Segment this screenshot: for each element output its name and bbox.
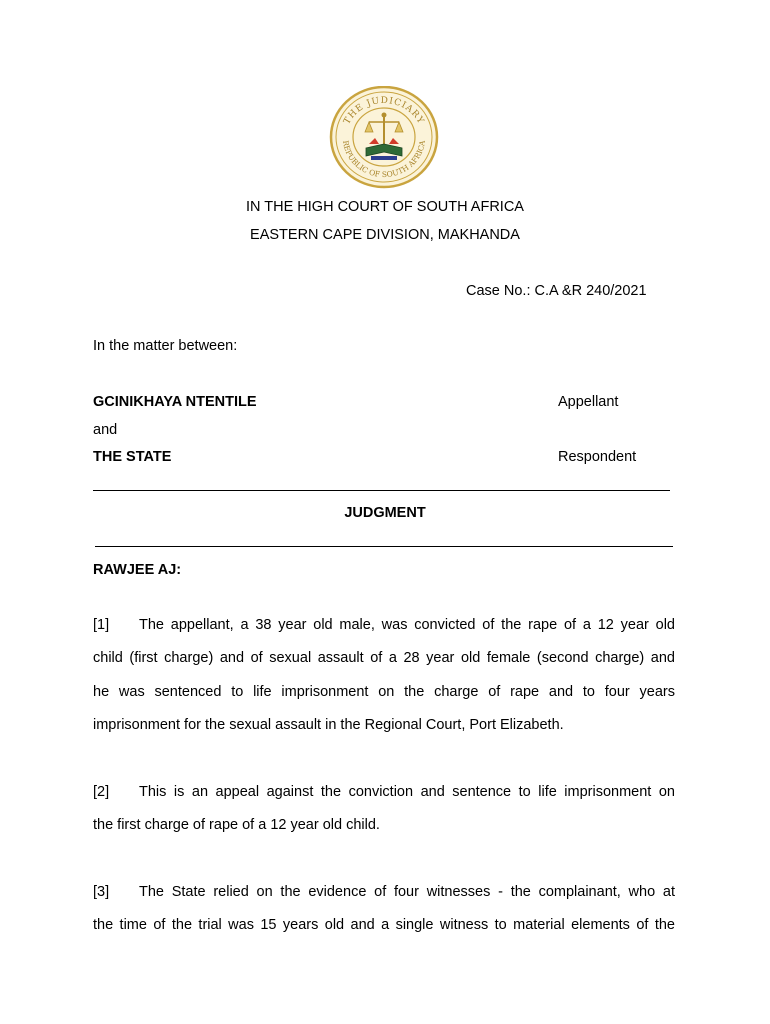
paragraph-line: the first charge of rape of a 12 year old child. (93, 817, 380, 834)
svg-text:THE JUDICIARY: THE JUDICIARY (342, 95, 426, 127)
judge-name: RAWJEE AJ: (93, 562, 182, 578)
paragraph-line: the time of the trial was 15 years old and a single witness to material elements of the (93, 917, 675, 934)
paragraph-line: The State relied on the evidence of four witnesses - the complainant, who at (139, 884, 675, 900)
respondent-role: Respondent (558, 449, 637, 465)
paragraph-2 (93, 776, 675, 843)
paragraph-3 (93, 876, 675, 943)
svg-text:REPUBLIC OF SOUTH AFRICA: REPUBLIC OF SOUTH AFRICA (341, 139, 427, 180)
paragraph-line: The appellant, a 38 year old male, was convicted of the rape of a 12 year old (139, 617, 675, 633)
paragraph-number: [3] (93, 884, 110, 900)
paragraph-number: [1] (93, 617, 110, 633)
respondent-name: THE STATE (93, 449, 172, 465)
and-text: and (93, 422, 118, 438)
paragraph-line: imprisonment for the sexual assault in the Regional Court, Port Elizabeth. (93, 716, 564, 733)
case-number: Case No.: C.A &R 240/2021 (466, 283, 647, 299)
appellant-role: Appellant (558, 394, 619, 410)
paragraph-line: This is an appeal against the conviction and sentence to life imprisonment on (139, 784, 675, 800)
matter-between: In the matter between: (93, 338, 238, 354)
paragraph-line: he was sentenced to life imprisonment on the charge of rape and to four years (93, 683, 675, 700)
court-name: IN THE HIGH COURT OF SOUTH AFRICA (246, 199, 524, 215)
court-division: EASTERN CAPE DIVISION, MAKHANDA (250, 227, 520, 243)
judgment-title: JUDGMENT (344, 505, 426, 521)
appellant-name: GCINIKHAYA NTENTILE (93, 394, 257, 410)
judiciary-seal-icon (329, 86, 439, 189)
paragraph-number: [2] (93, 784, 110, 800)
divider-bottom (95, 546, 673, 547)
paragraph-line: child (first charge) and of sexual assault of a 28 year old female (second charge) and (93, 650, 675, 667)
paragraph-1 (93, 609, 675, 742)
divider-top (93, 490, 670, 491)
